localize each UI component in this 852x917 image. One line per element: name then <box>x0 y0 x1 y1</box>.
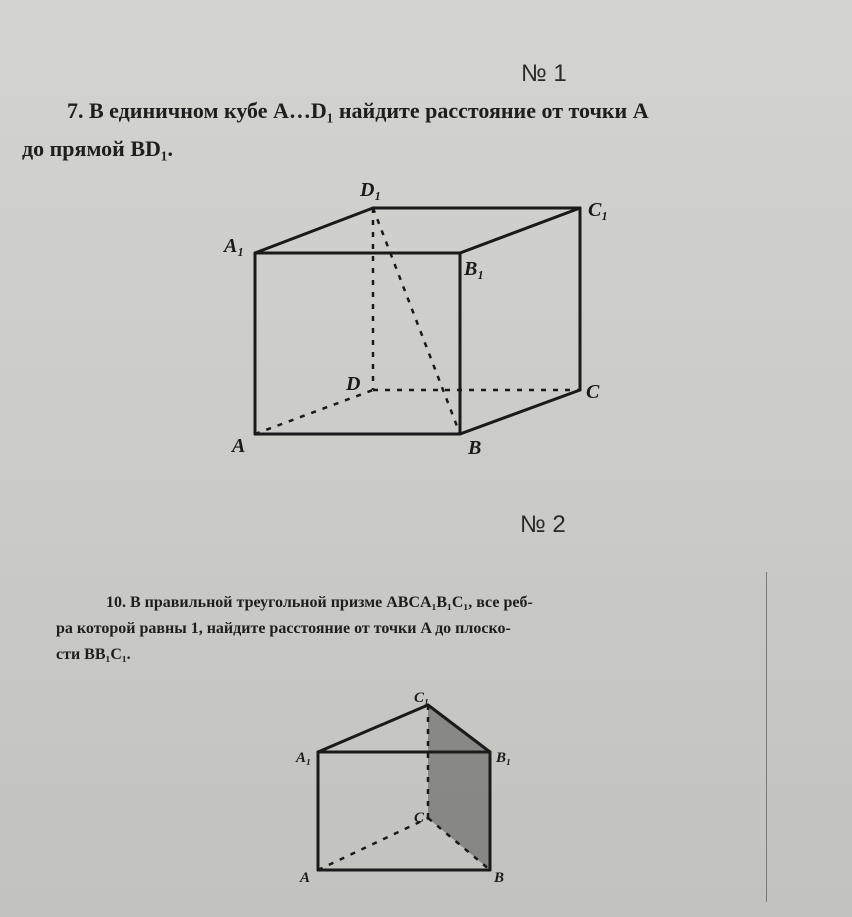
prism-figure <box>295 690 511 886</box>
cube-edge-b1c1 <box>460 208 580 253</box>
cube-figure <box>222 179 608 459</box>
problem-10-line-2: ра которой равны 1, найдите расстояние от точки A до плоско- <box>56 620 511 637</box>
problem-7-line-1: 7. В единичном кубе A…D₁ найдите расстояние от точки A <box>67 98 649 123</box>
prism-label-a: A <box>300 870 311 886</box>
page-margin-line <box>766 572 767 902</box>
cube-edge-a1d1 <box>255 208 373 253</box>
prism-label-b: B <box>494 870 505 886</box>
prism-edge-a1c1 <box>318 705 428 752</box>
cube-label-a1: A₁ <box>224 235 245 257</box>
prism-label-c: C <box>414 810 425 826</box>
prism-label-a1: A₁ <box>296 750 312 766</box>
cube-label-b1: B₁ <box>464 258 485 280</box>
problem-10-line-3: сти BB₁C₁. <box>56 646 131 663</box>
problem-10-line-1: 10. В правильной треугольной призме ABCA₁B₁C₁, все реб- <box>106 594 533 611</box>
prism-label-b1: B₁ <box>496 750 512 766</box>
prism-hidden-edge-ac <box>318 818 428 870</box>
problem-10-text <box>56 590 766 668</box>
cube-diagonal-bd1 <box>373 208 460 434</box>
cube-label-b: B <box>468 437 482 459</box>
cube-label-d: D <box>346 373 361 395</box>
cube-label-d1: D₁ <box>360 179 382 201</box>
prism-label-c1: C₁ <box>414 690 430 706</box>
section-number-1: № 1 <box>521 60 567 87</box>
cube-hidden-edge-ad <box>255 390 373 434</box>
problem-7-line-2: до прямой BD₁. <box>22 136 173 161</box>
section-number-2: № 2 <box>520 511 566 538</box>
cube-label-c1: C₁ <box>588 199 609 221</box>
cube-label-a: A <box>232 435 246 457</box>
cube-edge-bc <box>460 390 580 434</box>
cube-label-c: C <box>586 381 600 403</box>
